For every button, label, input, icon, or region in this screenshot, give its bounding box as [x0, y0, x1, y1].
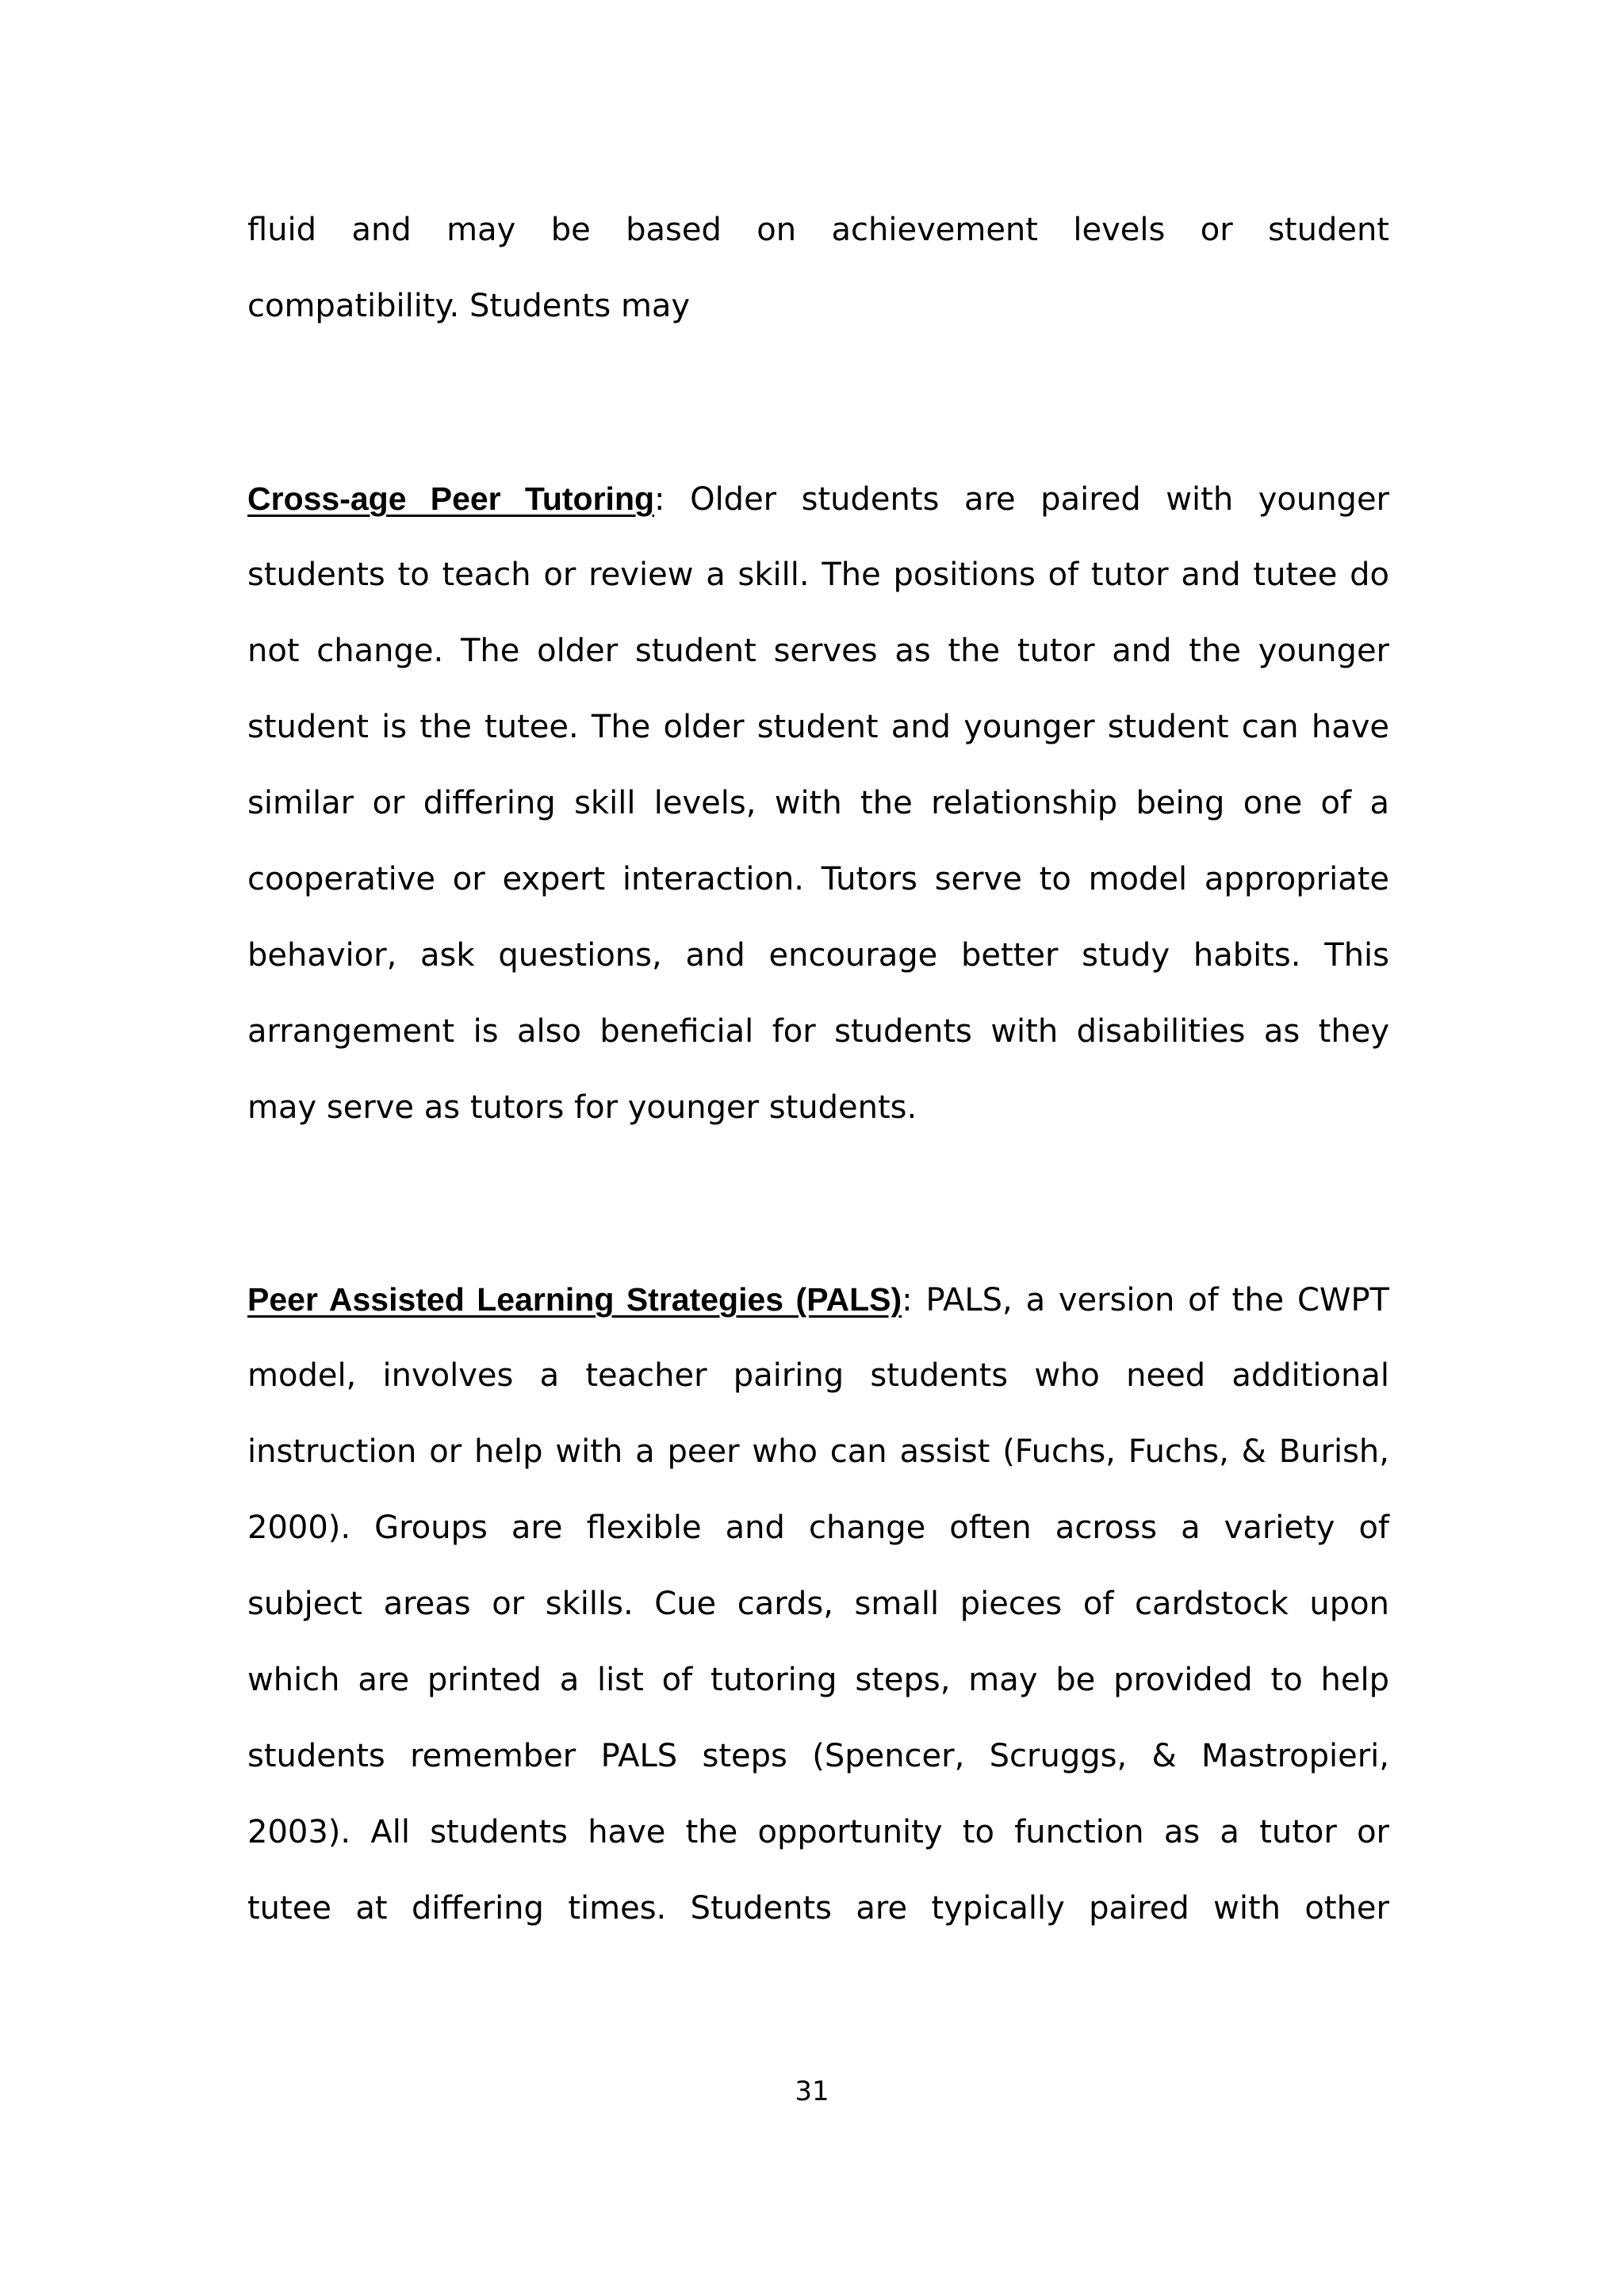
cross-age-line-3: not change. The older student serves as the tutor and the younger [247, 633, 1389, 669]
pals-first-line [247, 1280, 1389, 1319]
pals-line-2: model, involves a teacher pairing students who need additional [247, 1357, 1389, 1394]
pals-heading-colon: : [902, 1282, 926, 1318]
cross-age-line-4: student is the tutee. The older student and younger student can have [247, 709, 1389, 745]
pals-line-8: 2003). All students have the opportunity to function as a tutor or [247, 1814, 1389, 1850]
intro-line-1: fluid and may be based on achievement levels or student [247, 212, 1389, 248]
pals-line-6: which are printed a list of tutoring steps, may be provided to help [247, 1662, 1389, 1698]
pals-line-3: instruction or help with a peer who can assist (Fuchs, Fuchs, & Burish, [247, 1433, 1389, 1470]
pals-line-7: students remember PALS steps (Spencer, Scruggs, & Mastropieri, [247, 1738, 1389, 1774]
cross-age-line-8: arrangement is also beneficial for students with disabilities as they [247, 1013, 1389, 1050]
pals-line-5: subject areas or skills. Cue cards, small pieces of cardstock upon [247, 1586, 1389, 1622]
cross-age-line-7: behavior, ask questions, and encourage better study habits. This [247, 937, 1389, 974]
cross-age-line-2: students to teach or review a skill. The positions of tutor and tutee do [247, 557, 1389, 593]
cross-age-heading-colon: : [654, 481, 691, 518]
cross-age-line-5: similar or differing skill levels, with the relationship being one of a [247, 785, 1389, 821]
cross-age-heading: Cross-age Peer Tutoring [247, 480, 655, 517]
intro-line-2: compatibility. Students may [247, 288, 691, 324]
page-number: 31 [795, 2076, 829, 2107]
cross-age-first-line-text: Older students are paired with younger [690, 481, 1390, 518]
cross-age-line-9: may serve as tutors for younger students. [247, 1089, 917, 1126]
pals-line-4: 2000). Groups are flexible and change often across a variety of [247, 1510, 1389, 1546]
cross-age-line-6: cooperative or expert interaction. Tutors serve to model appropriate [247, 861, 1389, 897]
cross-age-first-line [247, 480, 1389, 519]
pals-heading: Peer Assisted Learning Strategies (PALS) [247, 1281, 902, 1318]
pals-first-line-text: PALS, a version of the CWPT [925, 1282, 1389, 1318]
pals-line-9: tutee at differing times. Students are typically paired with other [247, 1890, 1389, 1927]
